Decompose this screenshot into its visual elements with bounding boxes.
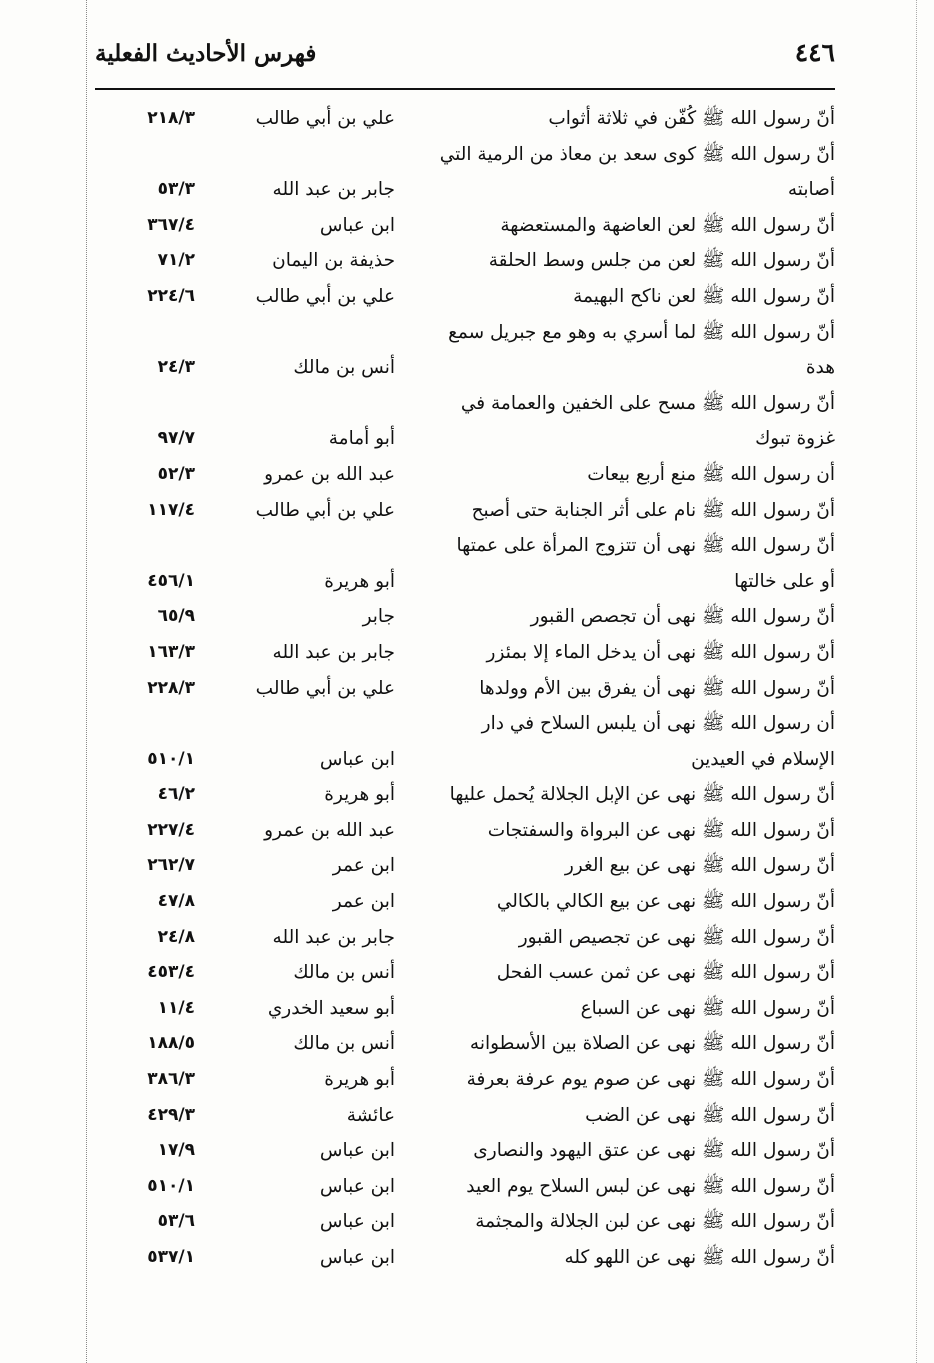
narrator: علي بن أبي طالب <box>255 108 395 129</box>
narrator: عبد الله بن عمرو <box>264 463 395 485</box>
hadith-text: أنّ رسول الله ﷺ كُفّن في ثلاثة أثواب <box>548 108 835 129</box>
volume-page-ref: ١٧/٩ <box>157 1140 195 1161</box>
volume-page-ref: ١٨٨/٥ <box>147 1033 195 1054</box>
index-row <box>95 777 835 813</box>
index-row <box>95 243 835 279</box>
narrator: جابر بن عبد الله <box>272 179 395 201</box>
narrator: أبو أمامة <box>328 428 395 450</box>
index-row <box>95 457 835 493</box>
volume-page-ref: ٥٣٧/١ <box>147 1247 195 1267</box>
hadith-text: أنّ رسول الله ﷺ لعن ناكح البهيمة <box>573 285 835 307</box>
volume-page-ref: ٣٨٦/٣ <box>147 1069 195 1090</box>
volume-page-ref: ٢٢٧/٤ <box>147 819 195 840</box>
index-row <box>95 955 835 991</box>
page-number: ٤٤٦ <box>794 38 835 67</box>
hadith-text: أنّ رسول الله ﷺ نهى عن لبن الجلالة والمجثمة <box>475 1211 835 1233</box>
header-rule <box>95 88 835 90</box>
volume-page-ref: ١١٧/٤ <box>147 499 195 520</box>
index-row <box>95 101 835 137</box>
volume-page-ref: ٥١٠/١ <box>147 748 195 769</box>
index-row <box>95 386 835 422</box>
narrator: ابن عباس <box>319 1247 395 1268</box>
volume-page-ref: ١١/٤ <box>157 997 195 1018</box>
volume-page-ref: ١٦٣/٣ <box>147 641 195 662</box>
narrator: أنس بن مالك <box>293 357 395 379</box>
narrator: جابر بن عبد الله <box>272 641 395 663</box>
volume-page-ref: ٢٤/٣ <box>157 357 195 378</box>
scan-edge-right <box>916 0 917 1363</box>
volume-page-ref: ٢١٨/٣ <box>147 108 195 128</box>
index-row <box>95 564 835 600</box>
index-row <box>95 1098 835 1134</box>
index-row <box>95 920 835 956</box>
index-row <box>95 137 835 173</box>
hadith-text: أنّ رسول الله ﷺ لعن من جلس وسط الحلقة <box>488 250 835 272</box>
volume-page-ref: ٢٢٨/٣ <box>147 677 195 698</box>
hadith-text: الإسلام في العيدين <box>691 748 835 770</box>
volume-page-ref: ٤٥٦/١ <box>147 570 195 591</box>
volume-page-ref: ٣٦٧/٤ <box>147 214 195 235</box>
hadith-text: أنّ رسول الله ﷺ نهى عن اللهو كله <box>564 1247 835 1268</box>
index-row <box>95 1204 835 1240</box>
narrator: جابر <box>362 606 395 628</box>
hadith-text: أنّ رسول الله ﷺ كوى سعد بن معاذ من الرمية التي <box>439 143 835 165</box>
hadith-text: أنّ رسول الله ﷺ نهى عن السباع <box>580 997 835 1019</box>
volume-page-ref: ٧١/٢ <box>157 250 195 271</box>
index-row <box>95 208 835 244</box>
narrator: ابن عمر <box>332 891 395 913</box>
narrator: ابن عمر <box>332 855 395 877</box>
index-row <box>95 599 835 635</box>
index-row <box>95 350 835 386</box>
hadith-text: أو على خالتها <box>734 570 835 592</box>
narrator: أبو هريرة <box>324 1069 395 1091</box>
volume-page-ref: ٢٦٢/٧ <box>147 855 195 876</box>
index-row <box>95 528 835 564</box>
hadith-text: أنّ رسول الله ﷺ لعن العاضهة والمستعضهة <box>500 214 835 236</box>
hadith-text: أنّ رسول الله ﷺ نهى عن الصلاة بين الأسطوانه <box>469 1033 835 1055</box>
volume-page-ref: ٤٧/٨ <box>157 891 195 912</box>
index-row <box>95 421 835 457</box>
hadith-text: أنّ رسول الله ﷺ مسح على الخفين والعمامة في <box>460 392 835 414</box>
index-row <box>95 1240 835 1276</box>
index-row <box>95 172 835 208</box>
index-row <box>95 279 835 315</box>
hadith-text: أنّ رسول الله ﷺ نام على أثر الجنابة حتى أصبح <box>471 499 835 521</box>
hadith-text: أنّ رسول الله ﷺ نهى أن يفرق بين الأم وولدها <box>479 677 835 699</box>
hadith-text: أنّ رسول الله ﷺ نهى عن تجصيص القبور <box>518 926 835 948</box>
volume-page-ref: ٢٤/٨ <box>157 926 195 947</box>
hadith-text: أنّ رسول الله ﷺ نهى عن بيع الغرر <box>564 855 835 877</box>
hadith-text: أن رسول الله ﷺ منع أربع بيعات <box>587 463 835 485</box>
index-row <box>95 671 835 707</box>
volume-page-ref: ٦٥/٩ <box>157 606 195 627</box>
narrator: أنس بن مالك <box>293 1033 395 1055</box>
narrator: علي بن أبي طالب <box>255 499 395 521</box>
hadith-text: أنّ رسول الله ﷺ نهى عن البرواة والسفتجات <box>487 819 835 841</box>
index-row <box>95 742 835 778</box>
hadith-text: أنّ رسول الله ﷺ نهى عن الإبل الجلالة يُحمل عليها <box>449 784 835 806</box>
hadith-text: أنّ رسول الله ﷺ نهى عن بيع الكالي بالكالي <box>496 891 835 913</box>
index-row <box>95 315 835 351</box>
volume-page-ref: ٥٣/٦ <box>157 1211 195 1232</box>
hadith-text: غزوة تبوك <box>755 428 835 450</box>
narrator: ابن عباس <box>319 1140 395 1162</box>
index-row <box>95 1062 835 1098</box>
index-row <box>95 813 835 849</box>
index-row <box>95 848 835 884</box>
narrator: أبو سعيد الخدري <box>267 997 395 1019</box>
narrator: ابن عباس <box>319 1175 395 1197</box>
hadith-index-list <box>95 101 835 1276</box>
hadith-text: أنّ رسول الله ﷺ نهى أن تجصص القبور <box>530 606 835 628</box>
narrator: عائشة <box>346 1104 395 1126</box>
hadith-text: أنّ رسول الله ﷺ نهى عن الضب <box>585 1104 835 1126</box>
hadith-text: أنّ رسول الله ﷺ لما أسري به وهو مع جبريل سمع <box>448 321 835 343</box>
scan-edge-left <box>86 0 87 1363</box>
volume-page-ref: ٤٦/٢ <box>157 784 195 805</box>
index-row <box>95 635 835 671</box>
page-title: فهرس الأحاديث الفعلية <box>95 40 317 67</box>
volume-page-ref: ٤٢٩/٣ <box>147 1104 195 1125</box>
volume-page-ref: ٢٢٤/٦ <box>147 285 195 306</box>
narrator: أنس بن مالك <box>293 962 395 984</box>
volume-page-ref: ٥١٠/١ <box>147 1175 195 1196</box>
page-header <box>95 38 835 78</box>
hadith-text: أن رسول الله ﷺ نهى أن يلبس السلاح في دار <box>481 713 835 735</box>
hadith-text: أنّ رسول الله ﷺ نهى عن صوم يوم عرفة بعرفة <box>466 1069 835 1091</box>
volume-page-ref: ٥٣/٣ <box>157 179 195 200</box>
hadith-text: أنّ رسول الله ﷺ نهى عن لبس السلاح يوم العيد <box>466 1175 835 1197</box>
narrator: حذيفة بن اليمان <box>272 250 395 272</box>
hadith-text: أنّ رسول الله ﷺ نهى عن عتق اليهود والنصارى <box>473 1140 835 1162</box>
narrator: أبو هريرة <box>324 784 395 806</box>
narrator: عبد الله بن عمرو <box>264 819 395 841</box>
hadith-text: أصابته <box>787 179 835 201</box>
narrator: أبو هريرة <box>324 570 395 592</box>
index-row <box>95 706 835 742</box>
narrator: علي بن أبي طالب <box>255 677 395 699</box>
hadith-text: أنّ رسول الله ﷺ نهى عن ثمن عسب الفحل <box>496 962 835 984</box>
index-row <box>95 493 835 529</box>
index-row <box>95 884 835 920</box>
hadith-text: هدة <box>805 357 835 379</box>
narrator: ابن عباس <box>319 214 395 236</box>
hadith-text: أنّ رسول الله ﷺ نهى أن تتزوج المرأة على عمتها <box>456 535 835 557</box>
index-row <box>95 1169 835 1205</box>
index-row <box>95 1133 835 1169</box>
narrator: ابن عباس <box>319 748 395 770</box>
narrator: ابن عباس <box>319 1211 395 1233</box>
index-row <box>95 991 835 1027</box>
narrator: جابر بن عبد الله <box>272 926 395 948</box>
narrator: علي بن أبي طالب <box>255 285 395 307</box>
hadith-text: أنّ رسول الله ﷺ نهى أن يدخل الماء إلا بمئزر <box>486 641 835 663</box>
index-row <box>95 1026 835 1062</box>
volume-page-ref: ٥٢/٣ <box>157 463 195 484</box>
volume-page-ref: ٩٧/٧ <box>157 428 195 449</box>
volume-page-ref: ٤٥٣/٤ <box>147 962 195 983</box>
